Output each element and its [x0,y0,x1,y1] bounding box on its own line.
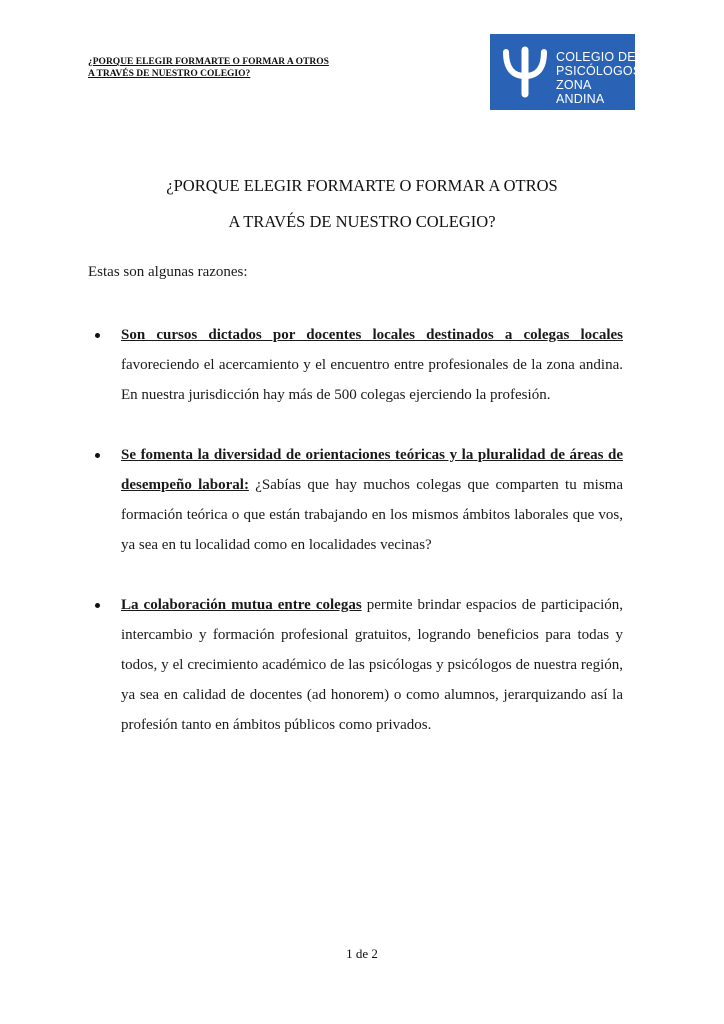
logo-text [556,50,641,106]
logo-line2: PSICÓLOGOS [556,64,642,78]
bullet-text: permite brindar espacios de participación, intercambio y formación profesional gratuitos, logrando beneficios para todas y todos, y el crecimiento académico de las psicólogas y psicólogos de nuestra región, ya sea en calidad de docentes (ad honorem) o como alumnos, jerarquizando así la profesión tanto en ámbitos públicos como privados. [121,597,623,733]
list-item [88,320,623,410]
bullet-dot-icon [95,333,100,338]
running-header-line1: ¿PORQUE ELEGIR FORMARTE O FORMAR A OTROS [88,57,329,67]
logo-line3: ZONA ANDINA [556,78,605,106]
bullet-dot-icon [95,453,100,458]
reasons-list [88,320,623,740]
logo-line1: COLEGIO DE [556,50,636,64]
page-title [0,168,724,240]
bullet-text: favoreciendo el acercamiento y el encuentro entre profesionales de la zona andina. En nuestra jurisdicción hay más de 500 colegas ejerciendo la profesión. [121,357,623,403]
page-number: 1 de 2 [346,946,378,961]
bullet-lead: Son cursos dictados por docentes locales destinados a colegas locales [121,327,623,343]
list-item [88,590,623,740]
bullet-text: ¿Sabías que hay muchos colegas que comparten tu misma formación teórica o que están trabajando en los mismos ámbitos laborales que vos, ya sea en tu localidad como en localidades vecinas? [121,477,624,553]
list-item [88,440,623,560]
page-title-line2: A TRAVÉS DE NUESTRO COLEGIO? [228,212,496,231]
bullet-lead: La colaboración mutua entre colegas [121,597,362,613]
intro-text: Estas son algunas razones: [88,264,248,280]
bullet-dot-icon [95,603,100,608]
bullet-lead: Se fomenta la diversidad de orientaciones teóricas y la pluralidad de áreas de desempeño laboral: [121,447,623,493]
psi-icon [502,46,548,98]
page-title-line1: ¿PORQUE ELEGIR FORMARTE O FORMAR A OTROS [166,176,558,195]
running-header [88,56,329,80]
college-logo [490,34,642,110]
running-header-line2: A TRAVÉS DE NUESTRO COLEGIO? [88,69,251,79]
